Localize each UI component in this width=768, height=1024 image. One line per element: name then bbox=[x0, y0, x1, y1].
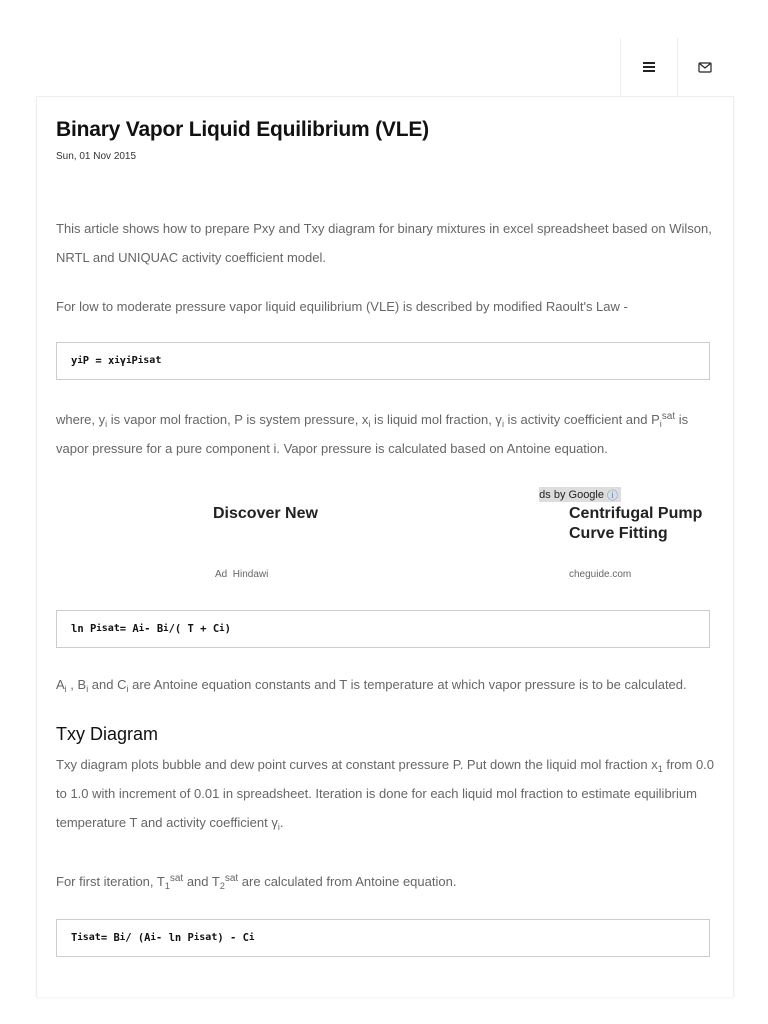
antoine-equation: ln P i sat = A i - B i /( T + C i ) bbox=[56, 610, 710, 648]
intro-paragraph: This article shows how to prepare Pxy and Txy diagram for binary mixtures in excel spreadsheet based on Wilson, NRTL and UNIQUAC activity coefficient model. bbox=[56, 221, 712, 265]
txy-paragraph: Txy diagram plots bubble and dew point curves at constant pressure P. Put down the liquid mol fraction $x_1$ from 0.0 to 1.0 with increment of 0.01 in spreadsheet. Iteration is done for each liquid mol fraction to estimate equilibrium temperature T and activity coefficient $\gamma_i$. bbox=[56, 757, 715, 832]
temperature-equation: T i sat = B i / (A i - ln P i sat ) - C i bbox=[56, 919, 710, 957]
txy-heading: Txy Diagram bbox=[56, 724, 159, 744]
menu-button[interactable] bbox=[620, 38, 678, 96]
hamburger-menu-icon bbox=[642, 61, 656, 73]
raoult-paragraph: For low to moderate pressure vapor liquid equilibrium (VLE) is described by modified Raoult's Law - bbox=[56, 299, 628, 314]
contact-button[interactable] bbox=[677, 38, 733, 96]
raoult-equation: y i P = x i γ i P i sat bbox=[56, 342, 710, 380]
ads-by-google-label[interactable]: ds by Google ⓘ bbox=[539, 487, 621, 502]
ad-right-source[interactable]: cheguide.com bbox=[569, 569, 632, 580]
ad-left-title[interactable]: Discover New bbox=[213, 505, 318, 522]
where-paragraph: where, $y_i$ is vapor mol fraction, P is system pressure, $x_i$ is liquid mol fraction, $\gamma_i$ is activity coefficient and $P_i^{sat}$ is vapor pressure for a pure component i. Vapor pressure is calculated based on Antoine equation. bbox=[56, 411, 689, 456]
article-title: Binary Vapor Liquid Equilibrium (VLE) bbox=[56, 118, 429, 141]
ad-info-icon[interactable]: ⓘ bbox=[607, 489, 618, 502]
site-header bbox=[0, 0, 768, 96]
ad-left-source[interactable]: Ad Hindawi bbox=[215, 569, 269, 580]
antoine-constants-paragraph: $A_i$ , $B_i$ and $C_i$ are Antoine equation constants and T is temperature at which vapor pressure is to be calculated. bbox=[56, 677, 687, 694]
first-iteration-paragraph: For first iteration, $T_1^{sat}$ and $T_2^{sat}$ are calculated from Antoine equation. bbox=[56, 873, 457, 891]
article-date: Sun, 01 Nov 2015 bbox=[56, 151, 137, 162]
ad-right-title-wrap[interactable] bbox=[569, 502, 716, 562]
envelope-icon bbox=[698, 62, 712, 73]
ad-right-title[interactable]: Centrifugal Pump Curve Fitting bbox=[569, 505, 703, 542]
